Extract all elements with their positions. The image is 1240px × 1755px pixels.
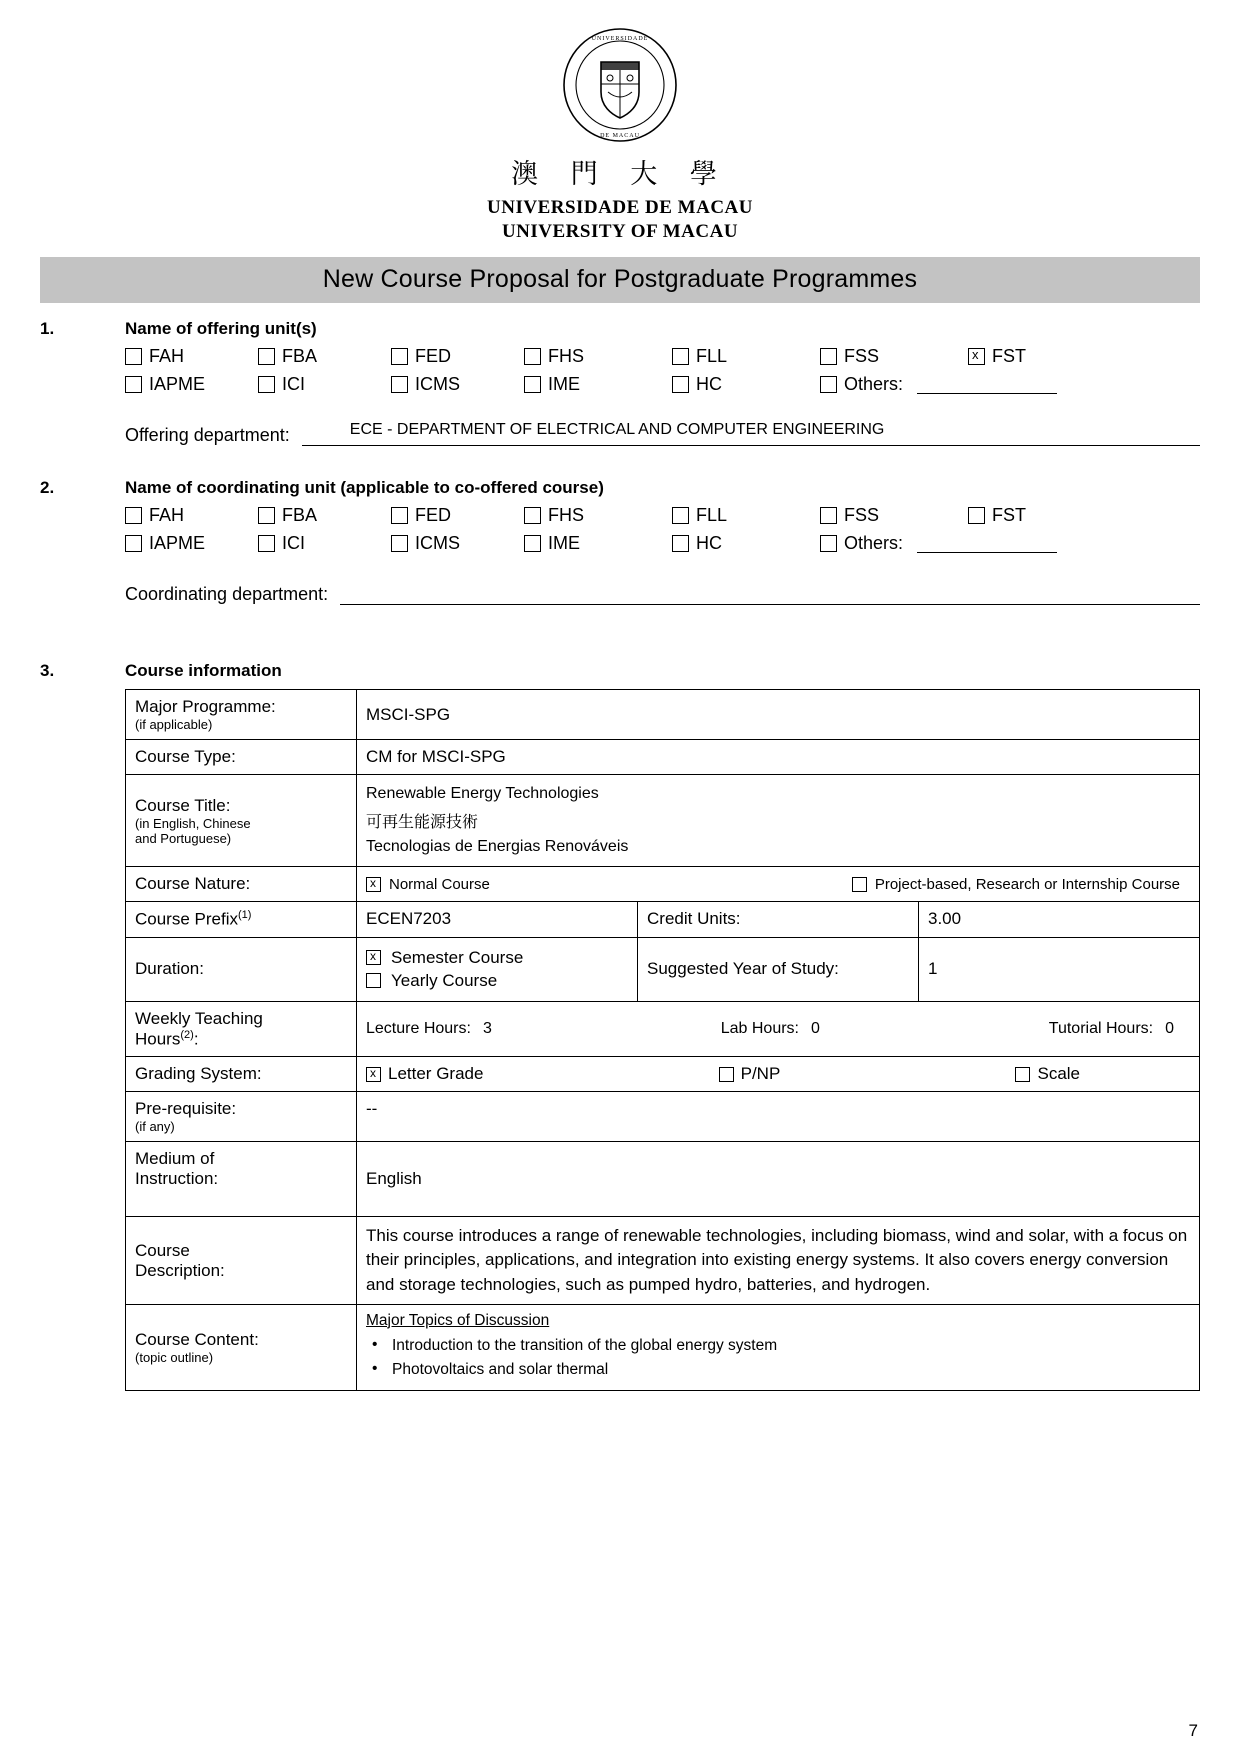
value-lecture-hours[interactable]: 3 <box>482 1019 492 1037</box>
checkbox-coordinating-icms[interactable] <box>391 533 524 554</box>
checkbox-box[interactable] <box>524 376 541 393</box>
checkbox-offering-fah[interactable] <box>125 346 258 367</box>
checkbox-coordinating-ici[interactable] <box>258 533 391 554</box>
cell-course-nature-options <box>357 867 1200 902</box>
section-course-information <box>40 651 1200 681</box>
checkbox-label: ICMS <box>415 374 460 394</box>
table-row-medium-of-instruction <box>126 1142 1200 1217</box>
checkbox-coordinating-fhs[interactable] <box>524 505 672 526</box>
checkbox-box[interactable] <box>366 973 381 988</box>
offering-department-label: Offering department: <box>125 425 290 445</box>
checkbox-label: HC <box>696 374 722 394</box>
label-weekly-hours-colon: : <box>193 1029 199 1049</box>
checkbox-coordinating-hc[interactable] <box>672 533 820 554</box>
cell-medium-label <box>126 1142 357 1217</box>
cell-course-title-values[interactable] <box>357 775 1200 867</box>
checkbox-label: FAH <box>149 346 185 366</box>
checkbox-label: FST <box>992 346 1026 366</box>
checkbox-box[interactable] <box>391 348 408 365</box>
checkbox-label: IAPME <box>149 533 206 553</box>
offering-department-value[interactable]: ECE - DEPARTMENT OF ELECTRICAL AND COMPUTER ENGINEERING <box>302 421 1200 446</box>
label-course-title: Course Title: <box>135 795 231 815</box>
checkbox-offering-fss[interactable] <box>820 346 968 367</box>
value-course-title-en[interactable]: Renewable Energy Technologies <box>366 785 599 802</box>
cell-weekly-hours-label <box>126 1001 357 1057</box>
checkbox-label: IME <box>548 533 581 553</box>
checkbox-offering-fba[interactable] <box>258 346 391 367</box>
value-medium-of-instruction[interactable]: English <box>357 1142 1200 1217</box>
label-major-programme: Major Programme: <box>135 697 276 716</box>
checkbox-coordinating-fst[interactable] <box>968 505 1026 526</box>
checkbox-box[interactable] <box>366 1067 381 1082</box>
form-title: New Course Proposal for Postgraduate Programmes <box>40 257 1200 303</box>
table-row-duration <box>126 937 1200 1001</box>
label-lecture-hours: Lecture Hours: <box>366 1019 471 1037</box>
checkbox-label: FBA <box>282 346 318 366</box>
checkbox-box[interactable] <box>672 535 689 552</box>
svg-text:DE MACAU: DE MACAU <box>600 133 640 139</box>
value-lab-hours[interactable]: 0 <box>810 1019 820 1037</box>
checkbox-box[interactable] <box>719 1067 734 1082</box>
university-header <box>0 0 1240 243</box>
offering-others-input[interactable] <box>917 376 1057 394</box>
label-suggested-year: Suggested Year of Study: <box>638 937 919 1001</box>
table-row-weekly-hours <box>126 1001 1200 1057</box>
checkbox-coordinating-fah[interactable] <box>125 505 258 526</box>
checkbox-box[interactable] <box>258 376 275 393</box>
label-course-prefix-footnote: (1) <box>237 909 252 921</box>
label-course-title-sub2: and Portuguese) <box>135 830 232 846</box>
checkbox-label: Semester Course <box>391 947 524 967</box>
section2-number: 2. <box>40 478 55 497</box>
cell-description-label <box>126 1217 357 1304</box>
checkbox-box[interactable] <box>672 348 689 365</box>
checkbox-scale[interactable] <box>1015 1064 1080 1084</box>
checkbox-coordinating-fed[interactable] <box>391 505 524 526</box>
coordinating-department-label: Coordinating department: <box>125 584 329 604</box>
checkbox-label: FBA <box>282 505 318 525</box>
checkbox-box[interactable] <box>391 507 408 524</box>
checkbox-label: FLL <box>696 346 728 366</box>
coordinating-unit-row-2 <box>125 533 1200 554</box>
page-number: 7 <box>1188 1721 1198 1740</box>
value-tutorial-hours[interactable]: 0 <box>1165 1019 1174 1037</box>
label-course-content: Course Content: <box>135 1329 259 1349</box>
label-lab-hours: Lab Hours: <box>720 1019 799 1037</box>
table-row-course-type <box>126 740 1200 775</box>
value-course-type[interactable]: CM for MSCI-SPG <box>357 740 1200 775</box>
cell-duration-options <box>357 937 638 1001</box>
label-course-content-sub: (topic outline) <box>135 1349 214 1365</box>
table-row-prerequisite <box>126 1092 1200 1142</box>
value-major-programme[interactable]: MSCI-SPG <box>357 690 1200 740</box>
value-course-title-cn[interactable]: 可再生能源技術 <box>366 812 479 831</box>
label-prerequisite: Pre-requisite: <box>135 1099 237 1119</box>
value-course-description[interactable]: This course introduces a range of renewable technologies, including biomass, wind and solar, with a focus on their principles, applications, and integration into existing energy systems. It also covers energy conversion and storage technologies, such as pumped hydro, batteries, and hydrogen. <box>357 1217 1200 1304</box>
checkbox-offering-ime[interactable] <box>524 374 672 395</box>
label-medium-2: Instruction: <box>135 1169 219 1189</box>
checkbox-offering-fhs[interactable] <box>524 346 672 367</box>
checkbox-label: Letter Grade <box>388 1064 484 1084</box>
content-bullet-list <box>366 1334 1190 1384</box>
section3-heading: Course information <box>125 661 282 680</box>
university-name-english: UNIVERSITY OF MACAU <box>501 221 739 242</box>
checkbox-label: ICI <box>282 374 306 394</box>
checkbox-box[interactable] <box>968 348 985 365</box>
table-row-course-title <box>126 775 1200 867</box>
checkbox-box[interactable] <box>852 877 867 892</box>
section3-number: 3. <box>40 661 55 680</box>
table-row-course-description <box>126 1217 1200 1304</box>
university-name-chinese: 澳 門 大 學 <box>511 159 729 190</box>
checkbox-coordinating-iapme[interactable] <box>125 533 258 554</box>
value-suggested-year[interactable]: 1 <box>919 937 1200 1001</box>
checkbox-label: FED <box>415 505 451 525</box>
checkbox-box[interactable] <box>366 877 381 892</box>
checkbox-box[interactable] <box>258 535 275 552</box>
checkbox-box[interactable] <box>391 376 408 393</box>
table-row-major-programme <box>126 690 1200 740</box>
coordinating-others-input[interactable] <box>917 535 1057 553</box>
list-item: • Photovoltaics and solar thermal <box>366 1358 1190 1383</box>
checkbox-label: Normal Course <box>389 875 490 893</box>
value-course-prefix[interactable]: ECEN7203 <box>357 902 638 938</box>
checkbox-box[interactable] <box>258 348 275 365</box>
section2-heading: Name of coordinating unit (applicable to co-offered course) <box>125 478 604 497</box>
label-grading-system: Grading System: <box>126 1057 357 1092</box>
checkbox-label: Scale <box>1037 1064 1081 1084</box>
checkbox-box[interactable] <box>1015 1067 1030 1082</box>
label-description-1: Course <box>135 1240 190 1260</box>
checkbox-coordinating-fba[interactable] <box>258 505 391 526</box>
checkbox-semester-course[interactable] <box>366 948 628 968</box>
checkbox-label: ICI <box>282 533 306 553</box>
offering-unit-row-1 <box>125 346 1200 367</box>
checkbox-offering-icms[interactable] <box>391 374 524 395</box>
checkbox-label: IAPME <box>149 374 206 394</box>
checkbox-label: Others: <box>844 374 904 394</box>
cell-major-programme-label <box>126 690 357 740</box>
checkbox-coordinating-fss[interactable] <box>820 505 968 526</box>
checkbox-box[interactable] <box>820 348 837 365</box>
checkbox-coordinating-fll[interactable] <box>672 505 820 526</box>
checkbox-offering-fll[interactable] <box>672 346 820 367</box>
checkbox-offering-fst[interactable] <box>968 346 1026 367</box>
checkbox-yearly-course[interactable] <box>366 971 628 991</box>
course-information-table <box>125 689 1200 1391</box>
checkbox-offering-hc[interactable] <box>672 374 820 395</box>
value-course-title-pt[interactable]: Tecnologias de Energias Renováveis <box>366 838 629 855</box>
checkbox-label: FED <box>415 346 451 366</box>
cell-content-values <box>357 1304 1200 1391</box>
checkbox-label: ICMS <box>415 533 460 553</box>
checkbox-box[interactable] <box>258 507 275 524</box>
checkbox-letter-grade[interactable] <box>366 1064 483 1084</box>
checkbox-box[interactable] <box>672 376 689 393</box>
checkbox-label: P/NP <box>740 1064 781 1084</box>
table-row-course-content <box>126 1304 1200 1391</box>
checkbox-coordinating-others[interactable] <box>820 533 1057 554</box>
checkbox-normal-course[interactable] <box>366 876 490 893</box>
checkbox-box[interactable] <box>968 507 985 524</box>
checkbox-box[interactable] <box>125 535 142 552</box>
checkbox-box[interactable] <box>125 348 142 365</box>
coordinating-department-value[interactable] <box>340 580 1200 605</box>
checkbox-box[interactable] <box>524 507 541 524</box>
label-weekly-hours-2: Hours <box>135 1029 181 1049</box>
checkbox-label: Yearly Course <box>391 970 498 990</box>
checkbox-offering-fed[interactable] <box>391 346 524 367</box>
label-credit-units: Credit Units: <box>638 902 919 938</box>
cell-course-title-label <box>126 775 357 867</box>
label-weekly-hours-footnote: (2) <box>180 1028 194 1041</box>
coordinating-department-row <box>125 580 1200 605</box>
checkbox-label: Others: <box>844 533 904 553</box>
checkbox-offering-iapme[interactable] <box>125 374 258 395</box>
checkbox-offering-ici[interactable] <box>258 374 391 395</box>
coordinating-unit-row-1 <box>125 505 1200 526</box>
checkbox-label: Project-based, Research or Internship Course <box>874 875 1180 893</box>
checkbox-box[interactable] <box>820 376 837 393</box>
checkbox-box[interactable] <box>391 535 408 552</box>
section-offering-unit <box>40 309 1200 446</box>
checkbox-box[interactable] <box>672 507 689 524</box>
checkbox-pnp[interactable] <box>719 1064 781 1084</box>
label-course-title-sub1: (in English, Chinese <box>135 815 251 831</box>
cell-grading-options <box>357 1057 1200 1092</box>
checkbox-label: FHS <box>548 346 584 366</box>
checkbox-box[interactable] <box>125 507 142 524</box>
label-description-2: Description: <box>135 1260 225 1280</box>
label-prerequisite-sub: (if any) <box>135 1119 175 1135</box>
checkbox-box[interactable] <box>820 535 837 552</box>
list-item: • Introduction to the transition of the global energy system <box>366 1334 1190 1359</box>
checkbox-label: FHS <box>548 505 584 525</box>
section-coordinating-unit <box>40 468 1200 605</box>
value-credit-units[interactable]: 3.00 <box>919 902 1200 938</box>
checkbox-box[interactable] <box>366 950 381 965</box>
checkbox-box[interactable] <box>820 507 837 524</box>
university-name-portuguese: UNIVERSIDADE DE MACAU <box>487 197 753 218</box>
offering-unit-row-2 <box>125 374 1200 395</box>
checkbox-box[interactable] <box>524 348 541 365</box>
checkbox-label: FLL <box>696 505 728 525</box>
cell-prerequisite-label <box>126 1092 357 1142</box>
label-major-programme-sub: (if applicable) <box>135 717 213 732</box>
checkbox-coordinating-ime[interactable] <box>524 533 672 554</box>
checkbox-box[interactable] <box>524 535 541 552</box>
checkbox-label: FSS <box>844 346 880 366</box>
checkbox-label: FSS <box>844 505 880 525</box>
checkbox-project-based-course[interactable] <box>852 876 1180 893</box>
checkbox-label: FST <box>992 505 1026 525</box>
checkbox-label: FAH <box>149 505 185 525</box>
cell-course-prefix-label <box>126 902 357 938</box>
table-row-course-nature <box>126 867 1200 902</box>
label-medium-1: Medium of <box>135 1149 215 1169</box>
table-row-grading-system <box>126 1057 1200 1092</box>
svg-text:UNIVERSIDADE: UNIVERSIDADE <box>591 36 649 42</box>
label-tutorial-hours: Tutorial Hours: <box>1048 1019 1154 1037</box>
label-course-nature: Course Nature: <box>126 867 357 902</box>
offering-department-row <box>125 421 1200 446</box>
section1-heading: Name of offering unit(s) <box>125 319 317 338</box>
label-duration: Duration: <box>126 937 357 1001</box>
content-heading: Major Topics of Discussion <box>366 1311 550 1329</box>
cell-weekly-hours-values <box>357 1001 1200 1057</box>
university-crest-icon <box>561 26 679 144</box>
cell-content-label <box>126 1304 357 1391</box>
checkbox-offering-others[interactable] <box>820 374 1057 395</box>
label-course-prefix: Course Prefix <box>135 909 238 929</box>
section1-number: 1. <box>40 319 55 338</box>
checkbox-label: IME <box>548 374 581 394</box>
table-row-course-prefix <box>126 902 1200 938</box>
checkbox-label: HC <box>696 533 722 553</box>
checkbox-box[interactable] <box>125 376 142 393</box>
label-course-type: Course Type: <box>126 740 357 775</box>
label-weekly-hours-1: Weekly Teaching <box>135 1008 263 1028</box>
value-prerequisite[interactable]: -- <box>357 1092 1200 1142</box>
